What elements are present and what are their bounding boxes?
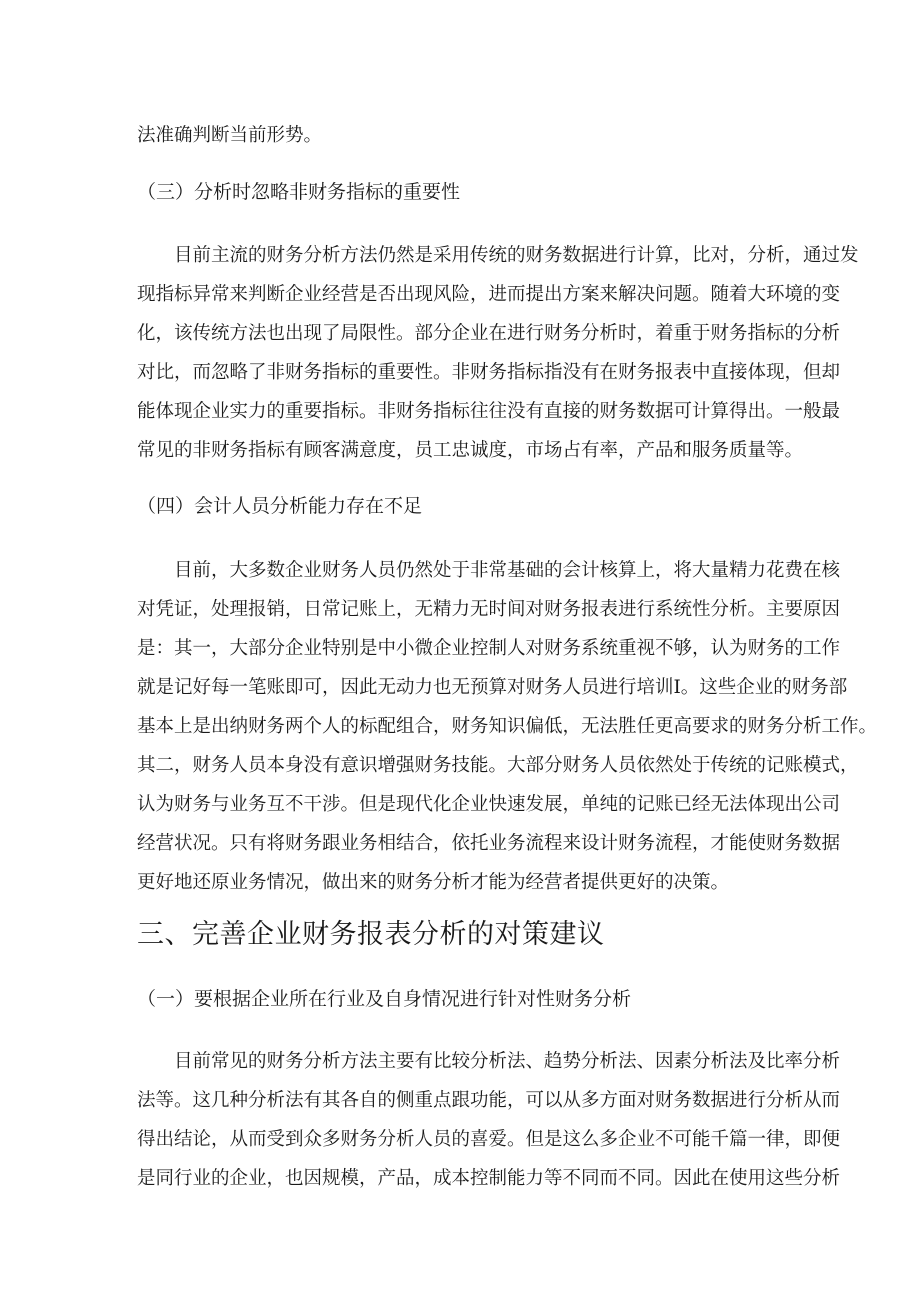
paragraph-line: 化，该传统方法也出现了局限性。部分企业在进行财务分析时，着重于财务指标的分析 [137, 323, 841, 344]
section-heading-3: （三）分析时忽略非财务指标的重要性 [137, 181, 461, 203]
paragraph-line: 目前主流的财务分析方法仍然是采用传统的财务数据进行计算，比对，分析，通过发 [174, 245, 859, 266]
section-heading-4: （四）会计人员分析能力存在不足 [137, 495, 423, 517]
paragraph-line: 目前常见的财务分析方法主要有比较分析法、趋势分析法、因素分析法及比率分析 [174, 1051, 841, 1072]
paragraph-line: 就是记好每一笔账即可，因此无动力也无预算对财务人员进行培训Ⅰ。这些企业的财务部 [137, 677, 848, 698]
paragraph-line: 更好地还原业务情况，做出来的财务分析才能为经营者提供更好的决策。 [137, 872, 730, 893]
chapter-heading: 三、完善企业财务报表分析的对策建议 [137, 919, 605, 950]
paragraph-line: 能体现企业实力的重要指标。非财务指标往往没有直接的财务数据可计算得出。一般最 [137, 401, 841, 422]
paragraph-line: 常见的非财务指标有顾客满意度，员工忠诚度，市场占有率，产品和服务质量等。 [137, 440, 804, 461]
paragraph-line: 经营状况。只有将财务跟业务相结合，依托业务流程来设计财务流程，才能使财务数据 [137, 833, 841, 854]
paragraph-line: 得出结论，从而受到众多财务分析人员的喜爱。但是这么多企业不可能千篇一律，即便 [137, 1129, 841, 1150]
paragraph-line: 对比，而忽略了非财务指标的重要性。非财务指标指没有在财务报表中直接体现，但却 [137, 362, 841, 383]
paragraph-line: 目前，大多数企业财务人员仍然处于非常基础的会计核算上，将大量精力花费在核 [174, 560, 841, 581]
paragraph-line: 是同行业的企业，也因规模，产品，成本控制能力等不同而不同。因此在使用这些分析 [137, 1168, 841, 1189]
carry-over-line: 法准确判断当前形势。 [137, 125, 323, 146]
paragraph-line: 其二，财务人员本身没有意识增强财务技能。大部分财务人员依然处于传统的记账模式， [137, 755, 859, 776]
section-heading-c3-1: （一）要根据企业所在行业及自身情况进行针对性财务分析 [137, 988, 632, 1010]
paragraph-line: 法等。这几种分析法有其各自的侧重点跟功能，可以从多方面对财务数据进行分析从而 [137, 1090, 841, 1111]
paragraph-line: 是：其一，大部分企业特别是中小微企业控制人对财务系统重视不够，认为财务的工作 [137, 638, 841, 659]
paragraph-line: 对凭证，处理报销，日常记账上，无精力无时间对财务报表进行系统性分析。主要原因 [137, 599, 841, 620]
paragraph-line: 认为财务与业务互不干涉。但是现代化企业快速发展，单纯的记账已经无法体现出公司 [137, 794, 841, 815]
paragraph-line: 基本上是出纳财务两个人的标配组合，财务知识偏低，无法胜任更高要求的财务分析工作。 [137, 716, 878, 737]
paragraph-line: 现指标异常来判断企业经营是否出现风险，进而提出方案来解决问题。随着大环境的变 [137, 284, 841, 305]
